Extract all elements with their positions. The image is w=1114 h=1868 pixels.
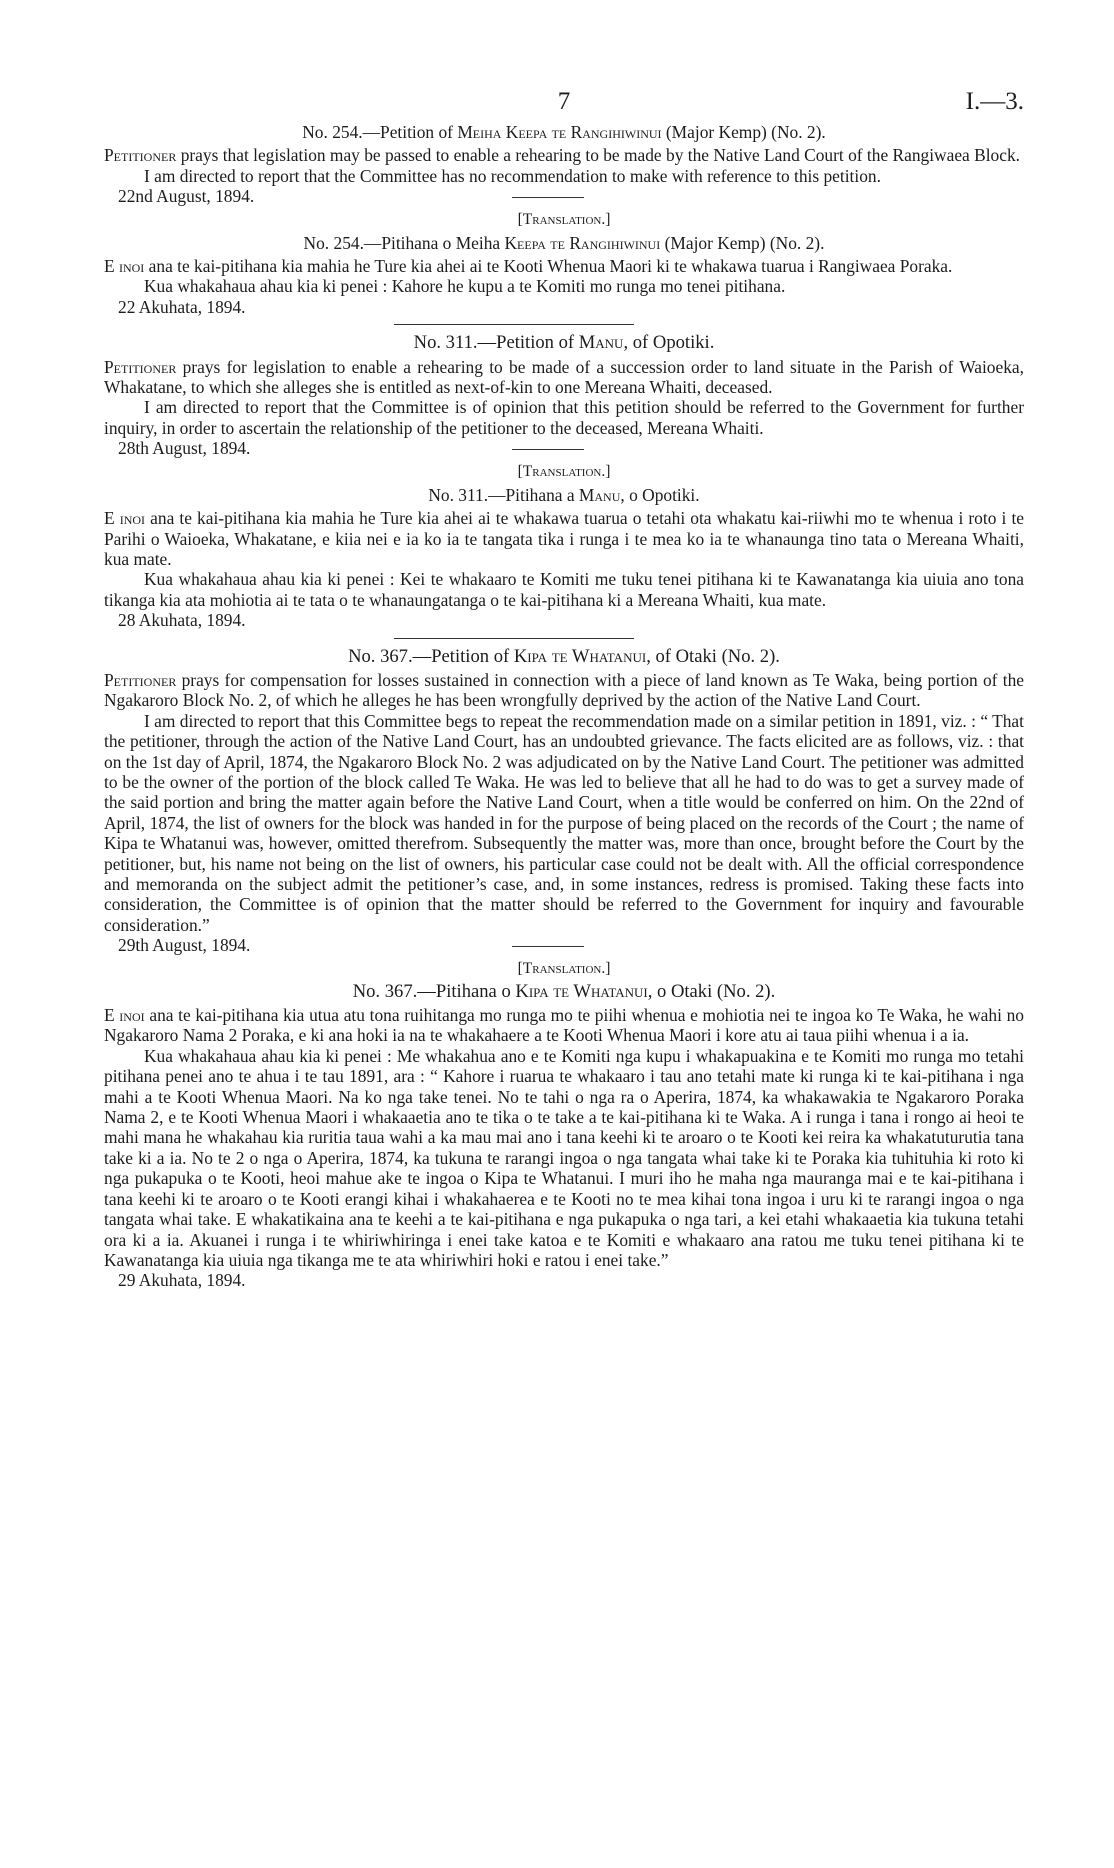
heading-prefix: No. 367.—Petition of [348,645,510,667]
heading-suffix: , of Otaki (No. 2). [646,645,780,667]
page-number: 7 [557,88,571,115]
petition-311-date: 28th August, 1894. [118,438,251,459]
petitioner-name: Kipa te Whatanui [513,645,647,667]
petition-311-prayer [104,357,1024,398]
petition-311 [104,333,1024,460]
lead-word: E inoi [104,508,146,529]
heading-prefix: No. 311.—Petition of [413,332,575,354]
petition-367 [104,647,1024,958]
lead-word: E inoi [104,1005,145,1026]
prayer-text: prays that legislation may be passed to enable a rehearing to be made by the Native Land Court of the Rangiwaea Block. [180,145,1020,166]
page-header [104,80,1024,120]
petition-254-prayer [104,145,1024,165]
translation-367-report: Kua whakahaua ahau kia ki penei : Me whakahua ano e te Komiti nga kupu i whakapuakina e te Komiti mo runga mo tetahi pitihana penei ano te ahua i te tau 1891, ara : “ Kahore i ruarua te whakaaro i tau ano tetahi mate ki runga ki te kai-pitihana i nga mahi a te Kooti Whenua Maori. Na ko nga take tenei. No te tahi o nga ra o Aperira, 1874, ka whakawakia te Ngakaroro Poraka Nama 2, e te Kooti Whenua Maori i whakaaetia ano te tika o te take a te kai-pitihana ki te Waka. A i runga i tana i rongo ai heoi te mahi mana he whakahau kia ruritia taua wahi a ka mau mai ano i tana keehi ki te aroaro o te Kooti kei reira ka whakatuturutia tana take ki a ia. No te 2 o nga o Aperira, 1874, ka tukuna te rarangi ingoa o nga tangata whai take ki te Poraka kia tuhituhia ki roto ki nga pukapuka o te Kooti, heoi mahue ake te ingoa o Kipa te Whatanui. I muri iho he maha nga mauranga mai e te kai-pitihana i tana keehi ki te aroaro o te Kooti erangi kihai i whakahaerea e te Kooti no te mea kihai tona ingoa i uru ki te rarangi ingoa o nga tangata whai take. E whakatikaina ana te keehi a te kai-pitihana e nga pukapuka o nga tari, a kei etahi whakaaetia kia tukuna tetahi ora ki a ia. Akuanei i runga i te whiriwhiringa i enei take katoa e te Komiti e whakaaro ana ratou me tuku tenei pitihana ki te Kawanatanga kia uiuia nga tikanga me te ata whiriwhiri hoki e ratou i enei take.” [104,1045,1024,1270]
section-divider [104,319,1024,331]
translation-311-prayer [104,508,1024,569]
lead-word: Petitioner [104,356,177,377]
heading-prefix: No. 311.—Pitihana a [428,484,575,505]
translation-367 [104,959,1024,1291]
petition-367-heading [104,647,1024,667]
short-divider [512,197,584,198]
prayer-text: ana te kai-pitihana kia mahia he Ture kia ahei ai te Kooti Whenua Maori ki te whakawa tuarua i Rangiwaea Poraka. [148,256,953,277]
translation-311-report: Kua whakahaua ahau kia ki penei : Kei te whakaaro te Komiti me tuku tenei pitihana ki te Kawanatanga kia uiuia ano tona tikanga kia ata mohiotia ai te tata o te whanaungatanga o te kai-pitihana ki a Mereana Whaiti, kua mate. [104,569,1024,610]
petition-367-date: 29th August, 1894. [118,935,251,956]
translation-367-prayer [104,1005,1024,1046]
heading-prefix: No. 254.—Petition of [302,122,453,142]
translation-254-prayer [104,256,1024,276]
petitioner-name: Keepa te Rangihiwinui [504,232,661,253]
translation-label: [Translation.] [517,463,611,481]
short-divider [512,946,584,947]
petitioner-name: Manu [578,332,624,354]
paper-reference: I.—3. [965,88,1024,115]
petition-367-date-line [104,935,1024,957]
petition-254-heading [104,122,1024,142]
translation-311 [104,462,1024,630]
translation-label: [Translation.] [517,211,611,229]
prayer-text: ana te kai-pitihana kia utua atu tona ruihitanga mo runga mo te piihi whenua e mohiotia nei te ingoa ko Te Waka, he wahi no Ngakaroro Nama 2 Poraka, e ki ana hoki ia na te whakahaere a te Kooti Whenua Maori i kore atu ai taua piihi whenua i a ia. [104,1005,1025,1046]
lead-word: Petitioner [104,669,177,690]
heading-prefix: No. 367.—Pitihana o [352,980,511,1002]
petition-254 [104,122,1024,208]
prayer-text: prays for compensation for losses sustained in connection with a piece of land known as Te Waka, being portion of the Ngakaroro Block No. 2, of which he alleges he has been wrongfully deprived by the action of the Native Land Court. [104,669,1024,711]
lead-word: Petitioner [104,145,177,166]
petition-367-prayer [104,670,1024,711]
petition-254-date-line [104,186,1024,208]
document-body [104,122,1024,1291]
prayer-text: prays for legislation to enable a rehearing to be made of a succession order to land situate in the Parish of Waioeka, Whakatane, to which she alleges she is entitled as next-of-kin to one Mereana Whaiti, deceased. [104,356,1024,398]
petitioner-name: Manu [578,484,621,505]
heading-suffix: , of Opotiki. [623,332,715,354]
petition-254-date: 22nd August, 1894. [118,186,255,207]
petition-311-report: I am directed to report that the Committee is of opinion that this petition should be referred to the Government for further inquiry, in order to ascertain the relationship of the petitioner to the deceased, Mereana Whaiti. [104,397,1024,438]
document-page [104,80,1024,1293]
translation-254-report: Kua whakahaua ahau kia ki penei : Kahore he kupu a te Komiti mo runga mo tenei pitihana. [144,276,786,297]
petitioner-name: Meiha Keepa te Rangihiwinui [457,122,662,142]
petition-311-heading [104,333,1024,353]
translation-367-heading [104,982,1024,1002]
petition-367-report: I am directed to report that this Committee begs to repeat the recommendation made on a similar petition in 1891, viz. : “ That the petitioner, through the action of the Native Land Court, has an undoubted grievance. The facts elicited are as follows, viz. : that on the 1st day of April, 1874, the Ngakaroro Block No. 2 was adjudicated on by the Native Land Court. The petitioner was admitted to be the owner of the portion of the block called Te Waka. He was led to believe that all he had to do was to get a survey made of the said portion and bring the matter again before the Native Land Court, when a title would be conferred on him. On the 22nd of April, 1874, the list of owners for the block was handed in for the purpose of being placed on the records of the Court ; the name of Kipa te Whatanui was, however, omitted therefrom. Subsequently the matter was, more than once, brought before the Court by the petitioner, but, his name not being on the list of owners, his particular case could not be dealt with. All the official correspondence and memoranda on the subject admit the petitioner’s case, and, in some instances, redress is promised. Taking these facts into consideration, the Committee is of opinion that the matter should be referred to the Government for inquiry and favourable consideration.” [104,710,1024,935]
translation-367-date: 29 Akuhata, 1894. [118,1270,246,1291]
translation-254-date: 22 Akuhata, 1894. [118,296,246,317]
translation-label: [Translation.] [517,960,611,978]
short-divider [512,449,584,450]
petition-311-date-line [104,438,1024,460]
heading-suffix: , o Opotiki. [620,484,700,505]
heading-suffix: (Major Kemp) (No. 2). [664,232,825,253]
translation-254 [104,210,1024,317]
heading-suffix: (Major Kemp) (No. 2). [665,122,826,142]
translation-311-heading [104,485,1024,505]
lead-word: E inoi [104,256,145,277]
heading-prefix: No. 254.—Pitihana o Meiha [303,232,501,253]
section-divider [104,633,1024,645]
prayer-text: ana te kai-pitihana kia mahia he Ture kia ahei ai te whakawa tuarua o tetahi ota whakatu kai-riiwhi mo te whenua i roto i te Parihi o Waioeka, Whakatane, e kiia nei e ia ko ia te tangata tika i runga i te mea ko ia te whanaunga tino tata o Mereana Whaiti, kua mate. [104,508,1024,569]
petition-254-report: I am directed to report that the Committee has no recommendation to make with reference to this petition. [144,165,881,186]
translation-254-heading [104,233,1024,253]
petitioner-name: Kipa te Whatanui [515,980,648,1002]
heading-suffix: , o Otaki (No. 2). [647,980,776,1002]
translation-311-date: 28 Akuhata, 1894. [118,610,246,631]
